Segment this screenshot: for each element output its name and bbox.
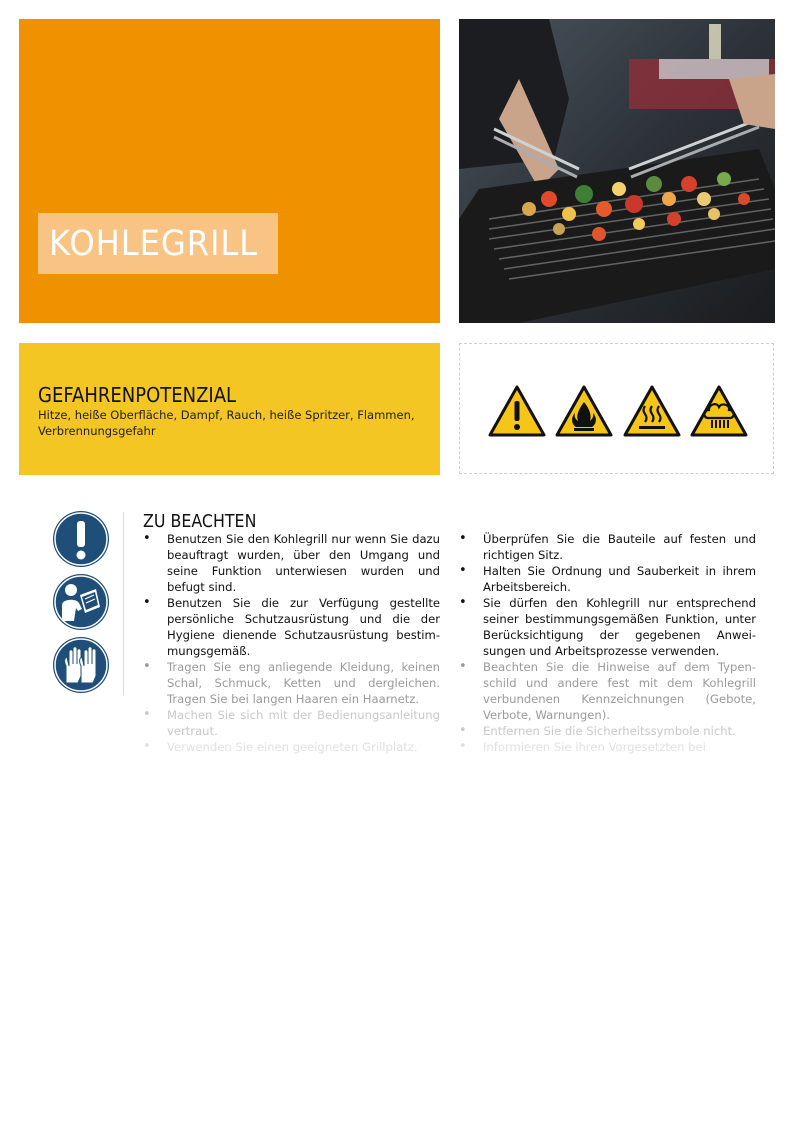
list-item: • Beachten Sie die Hinweise auf dem Typen-schild und andere fest mit dem Kohlegrill verbundenen Kennzeichnungen (Gebote, Verbote, Warnungen). — [459, 659, 756, 723]
hazard-description: Hitze, heiße Oberfläche, Dampf, Rauch, heiße Spritzer, Flammen, Verbrennungsgefahr — [38, 408, 415, 438]
list-item: • Benutzen Sie die zur Verfügung gestellte persönliche Schutzausrüstung und die der Hygiene dienende Schutzausrüstung bestim-mungsgemäß. — [143, 595, 440, 659]
list-item: • Benutzen Sie den Kohlegrill nur wenn Sie dazu beauftragt wurden, über den Umgang und seine Funktion unterwiesen wurden und befugt sind. — [143, 531, 440, 595]
flammable-warning-icon — [554, 384, 614, 438]
list-item: • Machen Sie sich mit der Bedienungsanleitung vertraut. — [143, 707, 440, 739]
list-item: • Entfernen Sie die Sicherheitssymbole nicht. — [459, 723, 756, 739]
list-item: • Tragen Sie eng anliegende Kleidung, keinen Schal, Schmuck, Ketten und dergleichen. Tragen Sie bei langen Haaren ein Haarnetz. — [143, 659, 440, 707]
general-mandatory-icon — [52, 510, 110, 568]
divider — [123, 512, 124, 695]
list-item: • Sie dürfen den Kohlegrill nur entsprechend seiner bestimmungsgemäßen Funktion, unter Berücksichtigung der gegebenen Anwei-sungen und Arbeitsprozesse verwenden. — [459, 595, 756, 659]
hazard-heading: GEFAHRENPOTENZIAL — [38, 383, 237, 407]
list-item: • Verwenden Sie einen geeigneten Grillplatz. — [143, 739, 440, 755]
general-warning-icon — [487, 384, 547, 438]
page-title: KOHLEGRILL — [49, 223, 259, 264]
list-item: • Halten Sie Ordnung und Sauberkeit in ihrem Arbeitsbereich. — [459, 563, 756, 595]
read-manual-icon — [52, 573, 110, 631]
title-box — [38, 213, 278, 274]
notes-heading: ZU BEACHTEN — [143, 511, 257, 532]
hazard-panel — [19, 343, 440, 475]
wear-gloves-icon — [52, 636, 110, 694]
hot-steam-warning-icon — [689, 384, 749, 438]
list-item: • Informieren Sie ihren Vorgesetzten bei — [459, 739, 756, 755]
hot-surface-warning-icon — [622, 384, 682, 438]
header-panel — [19, 19, 440, 323]
list-item: • Überprüfen Sie die Bauteile auf festen und richtigen Sitz. — [459, 531, 756, 563]
warning-symbols — [459, 343, 774, 474]
notes-right-column — [459, 531, 756, 755]
grill-photo — [459, 19, 775, 323]
notes-left-column — [143, 531, 440, 755]
